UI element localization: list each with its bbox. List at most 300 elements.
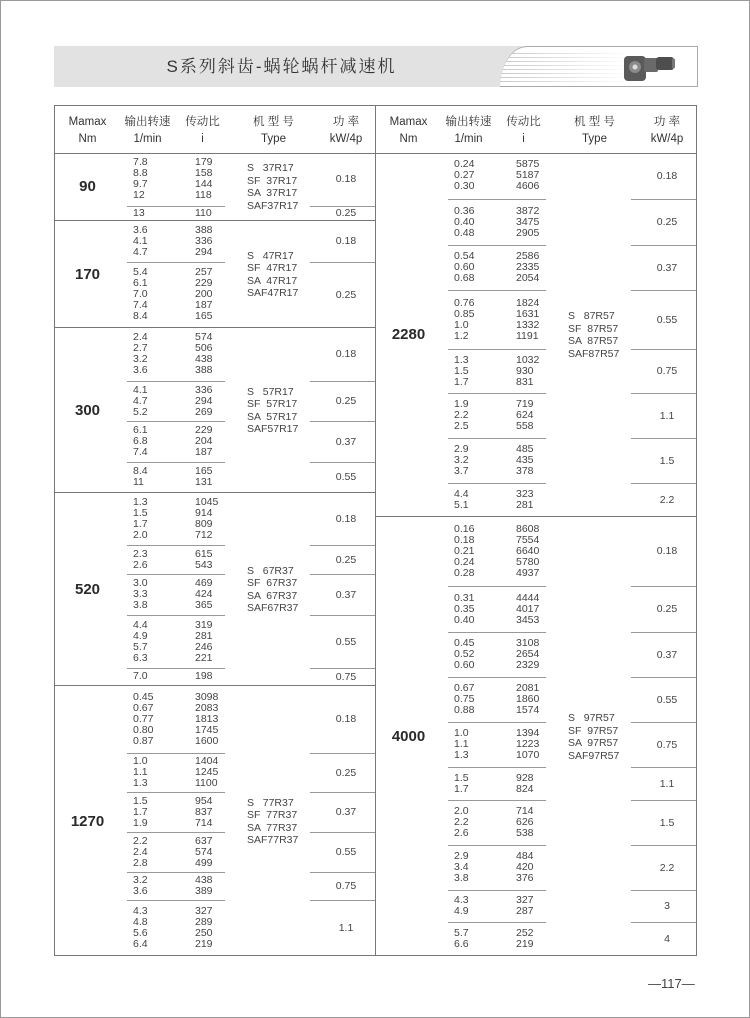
ratio-value: 4017 bbox=[516, 602, 540, 615]
power-value: 0.55 bbox=[335, 846, 357, 858]
speed-value: 4.4 bbox=[133, 618, 148, 631]
speed-value: 6.6 bbox=[454, 938, 469, 950]
ratio-value: 469 bbox=[195, 577, 213, 589]
speed-value: 2.7 bbox=[133, 342, 148, 354]
speed-value: 4.8 bbox=[133, 916, 148, 928]
ratio-value: 327 bbox=[195, 905, 213, 917]
speed-value: 5.4 bbox=[133, 266, 148, 278]
speed-value: 5.1 bbox=[454, 498, 469, 511]
speed-value: 1.7 bbox=[133, 805, 148, 818]
model-types bbox=[247, 250, 298, 300]
speed-value: 2.2 bbox=[454, 816, 469, 828]
speed-value: 2.2 bbox=[454, 409, 469, 421]
ratio-value: 110 bbox=[195, 206, 212, 219]
page-number-dash: — bbox=[681, 976, 695, 991]
power-value: 0.25 bbox=[335, 395, 357, 407]
model-type: SAF77R37 bbox=[247, 834, 299, 846]
speed-value: 0.80 bbox=[133, 723, 154, 736]
ratio-value: 269 bbox=[195, 405, 213, 418]
speed-value: 3.3 bbox=[133, 588, 148, 600]
power-value: 1.5 bbox=[659, 454, 675, 467]
subgroup-divider bbox=[631, 438, 696, 439]
speed-value: 4.7 bbox=[133, 245, 148, 258]
column-header-mamax-line: Nm bbox=[399, 133, 418, 145]
power-value: 1.1 bbox=[659, 409, 675, 422]
subgroup-divider bbox=[310, 832, 375, 833]
subgroup-divider bbox=[631, 890, 696, 891]
ratio-value: 1245 bbox=[195, 766, 219, 778]
subgroup-divider bbox=[631, 393, 696, 394]
power-value: 1.1 bbox=[338, 922, 354, 934]
spec-table-left bbox=[54, 105, 376, 956]
ratio-value: 2081 bbox=[516, 682, 540, 694]
column-header-mamax-line: Mamax bbox=[389, 116, 428, 128]
spec-table-right bbox=[375, 105, 697, 956]
speed-value: 2.9 bbox=[454, 850, 469, 862]
speed-value: 7.4 bbox=[133, 446, 148, 458]
model-type: SAF37R17 bbox=[247, 199, 299, 212]
title-banner bbox=[54, 46, 698, 87]
speed-value: 2.4 bbox=[133, 845, 148, 858]
speed-value: 1.7 bbox=[133, 517, 148, 530]
speed-value: 6.3 bbox=[133, 651, 148, 664]
ratio-value: 3453 bbox=[516, 613, 540, 626]
subgroup-divider bbox=[127, 262, 225, 263]
column-header-power-line: 功 率 bbox=[653, 116, 681, 128]
ratio-value: 2329 bbox=[516, 659, 540, 671]
power-value: 0.55 bbox=[335, 471, 357, 483]
column-header-mamax-line: Mamax bbox=[68, 116, 107, 128]
ratio-value: 198 bbox=[195, 670, 213, 682]
column-header-ratio bbox=[496, 114, 551, 148]
ratio-value: 144 bbox=[195, 178, 213, 190]
ratio-value: 831 bbox=[516, 375, 534, 388]
column-header-ratio-line: 传动比 bbox=[185, 116, 220, 128]
power-value: 0.25 bbox=[335, 553, 357, 566]
model-type: SA 37R17 bbox=[247, 187, 298, 199]
subgroup-divider bbox=[310, 668, 375, 669]
ratio-value: 484 bbox=[516, 850, 534, 862]
ratio-value: 558 bbox=[516, 420, 534, 432]
ratio-value: 4606 bbox=[516, 180, 540, 192]
power-value: 0.75 bbox=[656, 365, 678, 377]
model-type: SF 67R37 bbox=[247, 577, 298, 589]
ratio-value: 8608 bbox=[516, 522, 540, 535]
subgroup-divider bbox=[448, 890, 546, 891]
power-value: 0.18 bbox=[335, 512, 357, 525]
ratio-value: 1404 bbox=[195, 755, 219, 767]
speed-value: 0.21 bbox=[454, 544, 475, 557]
column-header-type-line: Type bbox=[582, 133, 607, 145]
banner-image-panel bbox=[500, 46, 698, 87]
ratio-value: 954 bbox=[195, 794, 213, 807]
speed-value: 5.6 bbox=[133, 927, 148, 939]
ratio-value: 246 bbox=[195, 640, 213, 653]
subgroup-divider bbox=[310, 753, 375, 754]
subgroup-divider bbox=[310, 381, 375, 382]
speed-value: 1.0 bbox=[133, 755, 148, 767]
ratio-value: 438 bbox=[195, 353, 213, 365]
ratio-value: 257 bbox=[195, 266, 213, 278]
ratio-value: 388 bbox=[195, 364, 213, 376]
subgroup-divider bbox=[631, 586, 696, 587]
model-type: SAF97R57 bbox=[568, 749, 620, 762]
model-type: S 97R57 bbox=[568, 712, 615, 724]
power-value: 0.25 bbox=[335, 288, 357, 301]
ratio-value: 6640 bbox=[516, 544, 540, 557]
ratio-value: 574 bbox=[195, 331, 213, 343]
ratio-value: 637 bbox=[195, 834, 213, 847]
mamax-value: 90 bbox=[79, 178, 96, 195]
ratio-value: 1631 bbox=[516, 307, 540, 320]
ratio-value: 2335 bbox=[516, 261, 540, 273]
ratio-value: 250 bbox=[195, 927, 213, 939]
speed-value: 0.40 bbox=[454, 613, 475, 626]
ratio-value: 420 bbox=[516, 861, 534, 873]
speed-value: 0.88 bbox=[454, 704, 475, 716]
mamax-group bbox=[55, 493, 375, 686]
subgroup-divider bbox=[127, 615, 225, 616]
subgroup-divider bbox=[127, 462, 225, 463]
table-header bbox=[376, 106, 696, 154]
banner-stripes bbox=[500, 53, 630, 83]
ratio-value: 1813 bbox=[195, 712, 219, 725]
speed-value: 2.0 bbox=[454, 805, 469, 817]
speed-value: 0.35 bbox=[454, 602, 475, 615]
column-header-type bbox=[230, 114, 317, 148]
page-title: S系列斜齿-蜗轮蜗杆减速机 bbox=[166, 57, 397, 76]
ratio-value: 506 bbox=[195, 342, 213, 354]
speed-value: 3.0 bbox=[133, 577, 148, 589]
column-header-speed-line: 1/min bbox=[454, 133, 483, 145]
ratio-value: 928 bbox=[516, 771, 534, 784]
subgroup-divider bbox=[631, 290, 696, 291]
speed-value: 13 bbox=[133, 206, 145, 219]
subgroup-divider bbox=[310, 462, 375, 463]
speed-value: 6.4 bbox=[133, 938, 148, 950]
speed-value: 1.3 bbox=[454, 353, 469, 366]
ratio-value: 365 bbox=[195, 599, 213, 611]
subgroup-divider bbox=[448, 800, 546, 801]
subgroup-divider bbox=[127, 792, 225, 793]
speed-value: 1.0 bbox=[454, 318, 469, 331]
column-header-speed-line: 输出转速 bbox=[124, 116, 171, 128]
model-type: S 77R37 bbox=[247, 796, 294, 809]
model-type: SF 87R57 bbox=[568, 322, 619, 335]
ratio-value: 219 bbox=[195, 938, 213, 950]
model-types bbox=[247, 162, 298, 212]
column-header-speed bbox=[441, 114, 496, 148]
ratio-value: 4937 bbox=[516, 566, 540, 579]
model-types bbox=[247, 797, 298, 847]
subgroup-divider bbox=[448, 922, 546, 923]
model-types bbox=[568, 712, 619, 762]
ratio-value: 378 bbox=[516, 465, 534, 477]
ratio-value: 714 bbox=[195, 816, 213, 829]
power-value: 0.55 bbox=[656, 313, 678, 326]
speed-value: 2.3 bbox=[133, 547, 148, 560]
subgroup-divider bbox=[448, 290, 546, 291]
ratio-value: 1100 bbox=[195, 777, 218, 789]
page-number-dash: — bbox=[648, 976, 661, 991]
ratio-value: 4444 bbox=[516, 591, 540, 604]
ratio-value: 2083 bbox=[195, 701, 219, 714]
ratio-value: 543 bbox=[195, 558, 213, 571]
speed-value: 0.48 bbox=[454, 226, 475, 239]
ratio-value: 435 bbox=[516, 454, 534, 466]
ratio-value: 2654 bbox=[516, 648, 540, 660]
column-header-mamax-line: Nm bbox=[78, 133, 97, 145]
ratio-value: 626 bbox=[516, 816, 534, 828]
column-header-type-line: 机 型 号 bbox=[253, 116, 294, 128]
ratio-value: 2586 bbox=[516, 250, 540, 262]
speed-value: 2.2 bbox=[133, 834, 148, 847]
ratio-value: 809 bbox=[195, 517, 213, 530]
ratio-value: 3098 bbox=[195, 690, 219, 703]
ratio-value: 1032 bbox=[516, 353, 540, 366]
mamax-group bbox=[376, 517, 696, 957]
subgroup-divider bbox=[310, 615, 375, 616]
speed-value: 12 bbox=[133, 189, 145, 201]
table-header bbox=[55, 106, 375, 154]
power-value: 1.5 bbox=[659, 816, 675, 829]
ratio-value: 3475 bbox=[516, 215, 540, 228]
column-header-type-line: Type bbox=[261, 133, 286, 145]
column-header-mamax bbox=[55, 114, 120, 148]
ratio-value: 336 bbox=[195, 383, 213, 396]
ratio-value: 930 bbox=[516, 364, 534, 377]
speed-value: 0.36 bbox=[454, 204, 475, 217]
ratio-value: 438 bbox=[195, 874, 213, 886]
power-value: 0.55 bbox=[656, 693, 678, 706]
speed-value: 2.0 bbox=[133, 528, 148, 541]
speed-value: 0.68 bbox=[454, 272, 475, 284]
speed-value: 1.1 bbox=[454, 738, 469, 750]
ratio-value: 165 bbox=[195, 465, 213, 477]
speed-value: 4.3 bbox=[454, 894, 469, 906]
speed-value: 3.8 bbox=[133, 599, 148, 611]
subgroup-divider bbox=[448, 845, 546, 846]
ratio-value: 574 bbox=[195, 845, 213, 858]
model-types bbox=[247, 565, 298, 615]
mamax-value: 4000 bbox=[391, 728, 426, 745]
ratio-value: 252 bbox=[516, 927, 534, 939]
mamax-value: 1270 bbox=[70, 812, 105, 830]
speed-value: 7.4 bbox=[133, 299, 148, 311]
speed-value: 7.0 bbox=[133, 288, 148, 300]
speed-value: 3.6 bbox=[133, 223, 148, 236]
subgroup-divider bbox=[127, 545, 225, 546]
mamax-group bbox=[376, 153, 696, 517]
speed-value: 7.8 bbox=[133, 156, 148, 168]
subgroup-divider bbox=[310, 421, 375, 422]
speed-value: 6.1 bbox=[133, 277, 148, 289]
ratio-value: 1332 bbox=[516, 318, 540, 331]
power-value: 0.37 bbox=[335, 806, 357, 818]
model-type: SF 97R57 bbox=[568, 724, 619, 737]
ratio-value: 388 bbox=[195, 223, 213, 236]
ratio-value: 229 bbox=[195, 424, 213, 436]
speed-value: 3.2 bbox=[133, 874, 148, 886]
column-header-speed bbox=[120, 114, 175, 148]
column-header-type-line: 机 型 号 bbox=[574, 116, 615, 128]
gear-motor-icon bbox=[622, 52, 678, 84]
speed-value: 3.6 bbox=[133, 364, 148, 376]
mamax-group bbox=[55, 153, 375, 221]
speed-value: 0.28 bbox=[454, 566, 475, 579]
power-value: 0.18 bbox=[335, 173, 357, 185]
model-type: S 67R37 bbox=[247, 564, 294, 577]
power-value: 3 bbox=[664, 900, 670, 912]
model-type: SA 77R37 bbox=[247, 821, 298, 834]
ratio-value: 485 bbox=[516, 443, 534, 455]
ratio-value: 624 bbox=[516, 409, 534, 421]
subgroup-divider bbox=[310, 545, 375, 546]
subgroup-divider bbox=[127, 832, 225, 833]
speed-value: 4.1 bbox=[133, 383, 148, 396]
ratio-value: 327 bbox=[516, 894, 534, 906]
subgroup-divider bbox=[631, 922, 696, 923]
speed-value: 8.4 bbox=[133, 310, 148, 322]
subgroup-divider bbox=[631, 245, 696, 246]
power-value: 0.37 bbox=[335, 588, 357, 601]
power-value: 2.2 bbox=[659, 493, 675, 506]
subgroup-divider bbox=[127, 381, 225, 382]
ratio-value: 714 bbox=[516, 805, 534, 817]
speed-value: 3.7 bbox=[454, 465, 469, 477]
speed-value: 5.7 bbox=[133, 640, 148, 653]
subgroup-divider bbox=[448, 586, 546, 587]
ratio-value: 1070 bbox=[516, 749, 540, 761]
ratio-value: 499 bbox=[195, 856, 213, 869]
subgroup-divider bbox=[127, 753, 225, 754]
power-value: 0.25 bbox=[656, 216, 678, 228]
ratio-value: 287 bbox=[516, 905, 534, 917]
ratio-value: 219 bbox=[516, 938, 534, 950]
ratio-value: 281 bbox=[516, 498, 534, 511]
subgroup-divider bbox=[310, 792, 375, 793]
speed-value: 1.1 bbox=[133, 766, 148, 778]
ratio-value: 719 bbox=[516, 398, 534, 410]
speed-value: 6.8 bbox=[133, 435, 148, 447]
power-value: 0.18 bbox=[656, 545, 678, 557]
subgroup-divider bbox=[448, 199, 546, 200]
ratio-value: 158 bbox=[195, 167, 213, 179]
subgroup-divider bbox=[448, 393, 546, 394]
ratio-value: 1600 bbox=[195, 734, 219, 747]
ratio-value: 3872 bbox=[516, 204, 540, 217]
mamax-value: 300 bbox=[74, 401, 101, 419]
ratio-value: 615 bbox=[195, 547, 213, 560]
speed-value: 2.8 bbox=[133, 856, 148, 869]
speed-value: 0.87 bbox=[133, 734, 154, 747]
ratio-value: 204 bbox=[195, 435, 213, 447]
ratio-value: 5875 bbox=[516, 158, 540, 170]
subgroup-divider bbox=[448, 677, 546, 678]
speed-value: 0.16 bbox=[454, 522, 475, 535]
subgroup-divider bbox=[448, 722, 546, 723]
subgroup-divider bbox=[127, 574, 225, 575]
mamax-group bbox=[55, 328, 375, 493]
ratio-value: 165 bbox=[195, 310, 213, 322]
model-type: S 47R17 bbox=[247, 249, 294, 262]
subgroup-divider bbox=[448, 245, 546, 246]
page-number-value: 117 bbox=[661, 976, 682, 991]
speed-value: 5.7 bbox=[454, 927, 469, 939]
subgroup-divider bbox=[127, 668, 225, 669]
column-header-power-line: kW/4p bbox=[650, 133, 684, 145]
model-type: SA 87R57 bbox=[568, 335, 619, 347]
speed-value: 4.7 bbox=[133, 394, 148, 407]
ratio-value: 221 bbox=[195, 651, 213, 664]
ratio-value: 319 bbox=[195, 618, 213, 631]
ratio-value: 1574 bbox=[516, 704, 540, 716]
speed-value: 0.24 bbox=[454, 555, 475, 568]
speed-value: 0.24 bbox=[454, 158, 475, 170]
power-value: 0.75 bbox=[335, 880, 357, 892]
model-type: SA 97R57 bbox=[568, 737, 619, 749]
power-value: 0.75 bbox=[656, 738, 678, 751]
speed-value: 2.9 bbox=[454, 443, 469, 455]
model-type: SF 37R17 bbox=[247, 174, 298, 187]
speed-value: 0.76 bbox=[454, 296, 475, 309]
ratio-value: 2905 bbox=[516, 226, 540, 239]
ratio-value: 3108 bbox=[516, 637, 540, 649]
speed-value: 6.1 bbox=[133, 424, 148, 436]
column-header-power bbox=[317, 114, 375, 148]
subgroup-divider bbox=[631, 483, 696, 484]
subgroup-divider bbox=[310, 574, 375, 575]
speed-value: 0.30 bbox=[454, 180, 475, 192]
speed-value: 1.5 bbox=[454, 771, 469, 784]
speed-value: 0.18 bbox=[454, 533, 475, 546]
speed-value: 8.4 bbox=[133, 465, 148, 477]
speed-value: 0.60 bbox=[454, 261, 475, 273]
ratio-value: 281 bbox=[195, 629, 213, 642]
column-header-mamax bbox=[376, 114, 441, 148]
power-value: 1.1 bbox=[659, 777, 675, 790]
ratio-value: 5187 bbox=[516, 169, 540, 181]
mamax-group bbox=[55, 686, 375, 957]
speed-value: 1.5 bbox=[133, 794, 148, 807]
power-value: 0.25 bbox=[335, 207, 357, 219]
speed-value: 1.3 bbox=[454, 749, 469, 761]
speed-value: 2.5 bbox=[454, 420, 469, 432]
model-type: S 57R17 bbox=[247, 385, 294, 398]
power-value: 0.18 bbox=[335, 348, 357, 360]
ratio-value: 7554 bbox=[516, 533, 540, 546]
speed-value: 3.8 bbox=[454, 872, 469, 884]
speed-value: 0.67 bbox=[454, 682, 475, 694]
speed-value: 4.9 bbox=[133, 629, 148, 642]
speed-value: 2.6 bbox=[133, 558, 148, 571]
subgroup-divider bbox=[631, 845, 696, 846]
model-type: SA 67R37 bbox=[247, 589, 298, 602]
power-value: 2.2 bbox=[659, 861, 675, 874]
model-types bbox=[247, 386, 298, 436]
subgroup-divider bbox=[631, 632, 696, 633]
ratio-value: 712 bbox=[195, 528, 213, 541]
ratio-value: 389 bbox=[195, 885, 213, 897]
power-value: 4 bbox=[664, 933, 670, 945]
ratio-value: 1824 bbox=[516, 296, 540, 309]
speed-value: 3.2 bbox=[454, 454, 469, 466]
ratio-value: 336 bbox=[195, 234, 213, 247]
ratio-value: 294 bbox=[195, 245, 213, 258]
speed-value: 0.77 bbox=[133, 712, 154, 725]
ratio-value: 1860 bbox=[516, 693, 540, 705]
mamax-group bbox=[55, 221, 375, 328]
